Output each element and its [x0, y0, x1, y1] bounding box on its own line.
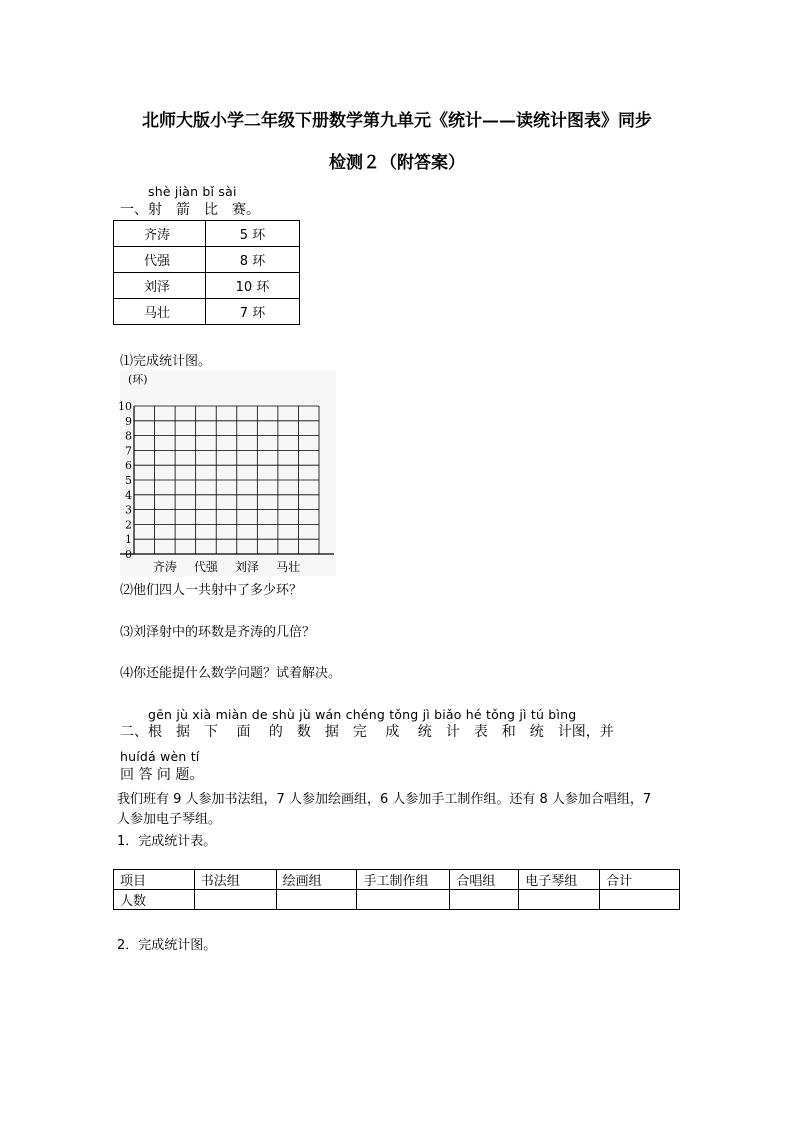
section1-heading: 一、射 箭 比 赛。: [120, 202, 260, 218]
y-tick-label: 4: [125, 488, 132, 502]
section1-pinyin: shè jiàn bǐ sài: [148, 184, 237, 199]
table-cell-name: 齐涛: [114, 221, 206, 247]
paragraph-line2: 人参加电子琴组。: [117, 812, 222, 827]
y-tick-label: 7: [125, 444, 132, 458]
table-cell-score: 5 环: [206, 221, 300, 247]
table-cell-score: 8 环: [206, 247, 300, 273]
question-1: ⑴完成统计图。: [120, 354, 212, 369]
question-2-1: 1．完成统计表。: [117, 834, 217, 849]
y-tick-label: 8: [125, 429, 132, 443]
table-header-cell: 手工制作组: [357, 870, 450, 890]
table-header-row: [114, 870, 680, 890]
page-title: 北师大版小学二年级下册数学第九单元《统计——读统计图表》同步: [142, 111, 652, 131]
table-header-cell: 书法组: [194, 870, 276, 890]
y-tick-label: 1: [125, 533, 132, 547]
question-3: ⑶刘泽射中的环数是齐涛的几倍？: [120, 625, 316, 640]
section2-heading: 二、根 据 下 面 的 数 据 完 成 统 计 表 和 统 计图，并: [120, 724, 614, 740]
chart-yticks: [118, 400, 132, 561]
score-table: [113, 220, 300, 325]
y-tick-label: 10: [118, 400, 132, 413]
table-row: [114, 247, 300, 273]
chart-grid: [120, 406, 334, 554]
y-tick-label: 9: [125, 414, 132, 428]
table-cell-name: 代强: [114, 247, 206, 273]
page-title-line2: 检测２（附答案）: [329, 153, 465, 173]
y-tick-label: 3: [125, 503, 132, 517]
table-cell-blank[interactable]: [357, 890, 450, 910]
question-2: ⑵他们四人一共射中了多少环？: [120, 583, 303, 598]
y-tick-label: 0: [125, 548, 132, 561]
table-row: [114, 273, 300, 299]
stat-table: [113, 869, 680, 910]
table-row: [114, 299, 300, 325]
section2-pinyin: gēn jù xià miàn de shù jù wán chéng tǒng jì biǎo hé tǒng jì tú bìng: [148, 707, 577, 722]
chart-categories: [153, 559, 300, 574]
x-category-label: 齐涛: [152, 560, 177, 574]
table-cell-blank[interactable]: [194, 890, 276, 910]
x-category-label: 马壮: [276, 560, 301, 574]
question-4: ⑷你还能提什么数学问题？试着解决。: [120, 666, 342, 681]
table-row: [114, 221, 300, 247]
x-category-label: 刘泽: [235, 560, 260, 574]
chart-svg: [120, 370, 336, 576]
table-cell: 人数: [114, 890, 195, 910]
table-cell-score: 7 环: [206, 299, 300, 325]
table-header-cell: 合计: [600, 870, 680, 890]
table-header-cell: 合唱组: [450, 870, 519, 890]
table-cell-blank[interactable]: [519, 890, 600, 910]
table-header-cell: 项目: [114, 870, 195, 890]
chart-ylabel: (环): [128, 373, 148, 386]
table-row: [114, 890, 680, 910]
y-tick-label: 2: [125, 518, 132, 532]
table-cell-name: 马壮: [114, 299, 206, 325]
table-header-cell: 电子琴组: [519, 870, 600, 890]
table-cell-name: 刘泽: [114, 273, 206, 299]
table-header-cell: 绘画组: [276, 870, 357, 890]
table-cell-blank[interactable]: [600, 890, 680, 910]
y-tick-label: 6: [125, 459, 132, 473]
section2-heading-2: 回 答 问 题。: [120, 767, 204, 783]
table-cell-blank[interactable]: [276, 890, 357, 910]
table-cell-score: 10 环: [206, 273, 300, 299]
bar-chart: [120, 370, 336, 576]
paragraph-line1: 我们班有 9 人参加书法组，7 人参加绘画组，6 人参加手工制作组。还有 8 人参加合唱组，7: [117, 792, 652, 807]
y-tick-label: 5: [125, 474, 132, 487]
question-2-2: 2．完成统计图。: [117, 938, 217, 953]
table-cell-blank[interactable]: [450, 890, 519, 910]
section2-pinyin-2: huídá wèn tí: [120, 749, 200, 764]
x-category-label: 代强: [193, 560, 218, 574]
